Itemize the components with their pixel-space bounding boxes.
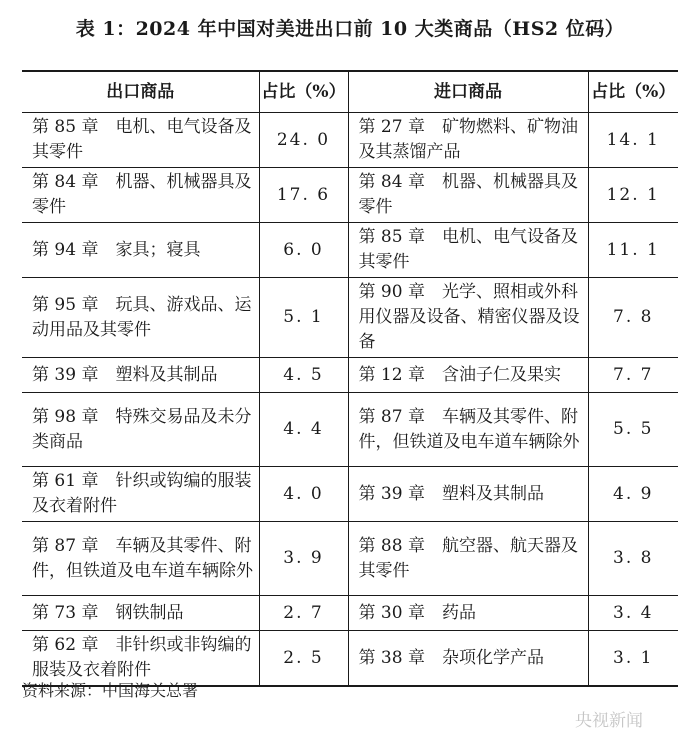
table-row	[22, 223, 678, 278]
table-header-row	[22, 71, 678, 113]
import-goods-cell: 第 87 章 车辆及其零件、附件，但铁道及电车道车辆除外	[348, 393, 588, 467]
import-share-cell: 3. 8	[588, 522, 678, 596]
source-note: 资料来源：中国海关总署	[22, 681, 199, 700]
table-row	[22, 358, 678, 393]
import-share-cell: 7. 8	[588, 278, 678, 358]
import-share-cell: 12. 1	[588, 168, 678, 223]
header-export-goods: 出口商品	[22, 71, 259, 113]
header-import-share: 占比（%）	[588, 71, 678, 113]
export-share-cell: 5. 1	[259, 278, 348, 358]
export-goods-cell: 第 61 章 针织或钩编的服装及衣着附件	[22, 467, 259, 522]
header-export-share: 占比（%）	[259, 71, 348, 113]
table-title: 表 1：2024 年中国对美进出口前 10 大类商品（HS2 位码）	[75, 18, 625, 40]
watermark: 央视新闻	[575, 711, 643, 731]
import-share-cell: 7. 7	[588, 358, 678, 393]
import-share-cell: 4. 9	[588, 467, 678, 522]
import-share-cell: 14. 1	[588, 113, 678, 168]
import-goods-cell: 第 90 章 光学、照相或外科用仪器及设备、精密仪器及设备	[348, 278, 588, 358]
import-goods-cell: 第 84 章 机器、机械器具及零件	[348, 168, 588, 223]
import-goods-cell: 第 27 章 矿物燃料、矿物油及其蒸馏产品	[348, 113, 588, 168]
table-row	[22, 113, 678, 168]
import-share-cell: 3. 4	[588, 596, 678, 631]
table-row	[22, 596, 678, 631]
export-share-cell: 4. 0	[259, 467, 348, 522]
export-goods-cell: 第 87 章 车辆及其零件、附件，但铁道及电车道车辆除外	[22, 522, 259, 596]
export-goods-cell: 第 73 章 钢铁制品	[22, 596, 259, 631]
table-row	[22, 393, 678, 467]
import-goods-cell: 第 12 章 含油子仁及果实	[348, 358, 588, 393]
export-share-cell: 4. 5	[259, 358, 348, 393]
export-goods-cell: 第 98 章 特殊交易品及未分类商品	[22, 393, 259, 467]
import-goods-cell: 第 39 章 塑料及其制品	[348, 467, 588, 522]
export-share-cell: 4. 4	[259, 393, 348, 467]
table-row	[22, 278, 678, 358]
header-import-goods: 进口商品	[348, 71, 588, 113]
export-share-cell: 2. 7	[259, 596, 348, 631]
import-goods-cell: 第 30 章 药品	[348, 596, 588, 631]
export-goods-cell: 第 39 章 塑料及其制品	[22, 358, 259, 393]
export-goods-cell: 第 84 章 机器、机械器具及零件	[22, 168, 259, 223]
trade-table	[22, 70, 678, 687]
import-goods-cell: 第 38 章 杂项化学产品	[348, 631, 588, 687]
table-row	[22, 522, 678, 596]
import-goods-cell: 第 88 章 航空器、航天器及其零件	[348, 522, 588, 596]
export-share-cell: 17. 6	[259, 168, 348, 223]
table-row	[22, 168, 678, 223]
export-goods-cell: 第 62 章 非针织或非钩编的服装及衣着附件	[22, 631, 259, 687]
export-share-cell: 24. 0	[259, 113, 348, 168]
import-share-cell: 11. 1	[588, 223, 678, 278]
import-share-cell: 5. 5	[588, 393, 678, 467]
export-share-cell: 3. 9	[259, 522, 348, 596]
export-goods-cell: 第 95 章 玩具、游戏品、运动用品及其零件	[22, 278, 259, 358]
export-share-cell: 6. 0	[259, 223, 348, 278]
export-goods-cell: 第 94 章 家具；寝具	[22, 223, 259, 278]
import-share-cell: 3. 1	[588, 631, 678, 687]
export-goods-cell: 第 85 章 电机、电气设备及其零件	[22, 113, 259, 168]
table-row	[22, 467, 678, 522]
export-share-cell: 2. 5	[259, 631, 348, 687]
import-goods-cell: 第 85 章 电机、电气设备及其零件	[348, 223, 588, 278]
